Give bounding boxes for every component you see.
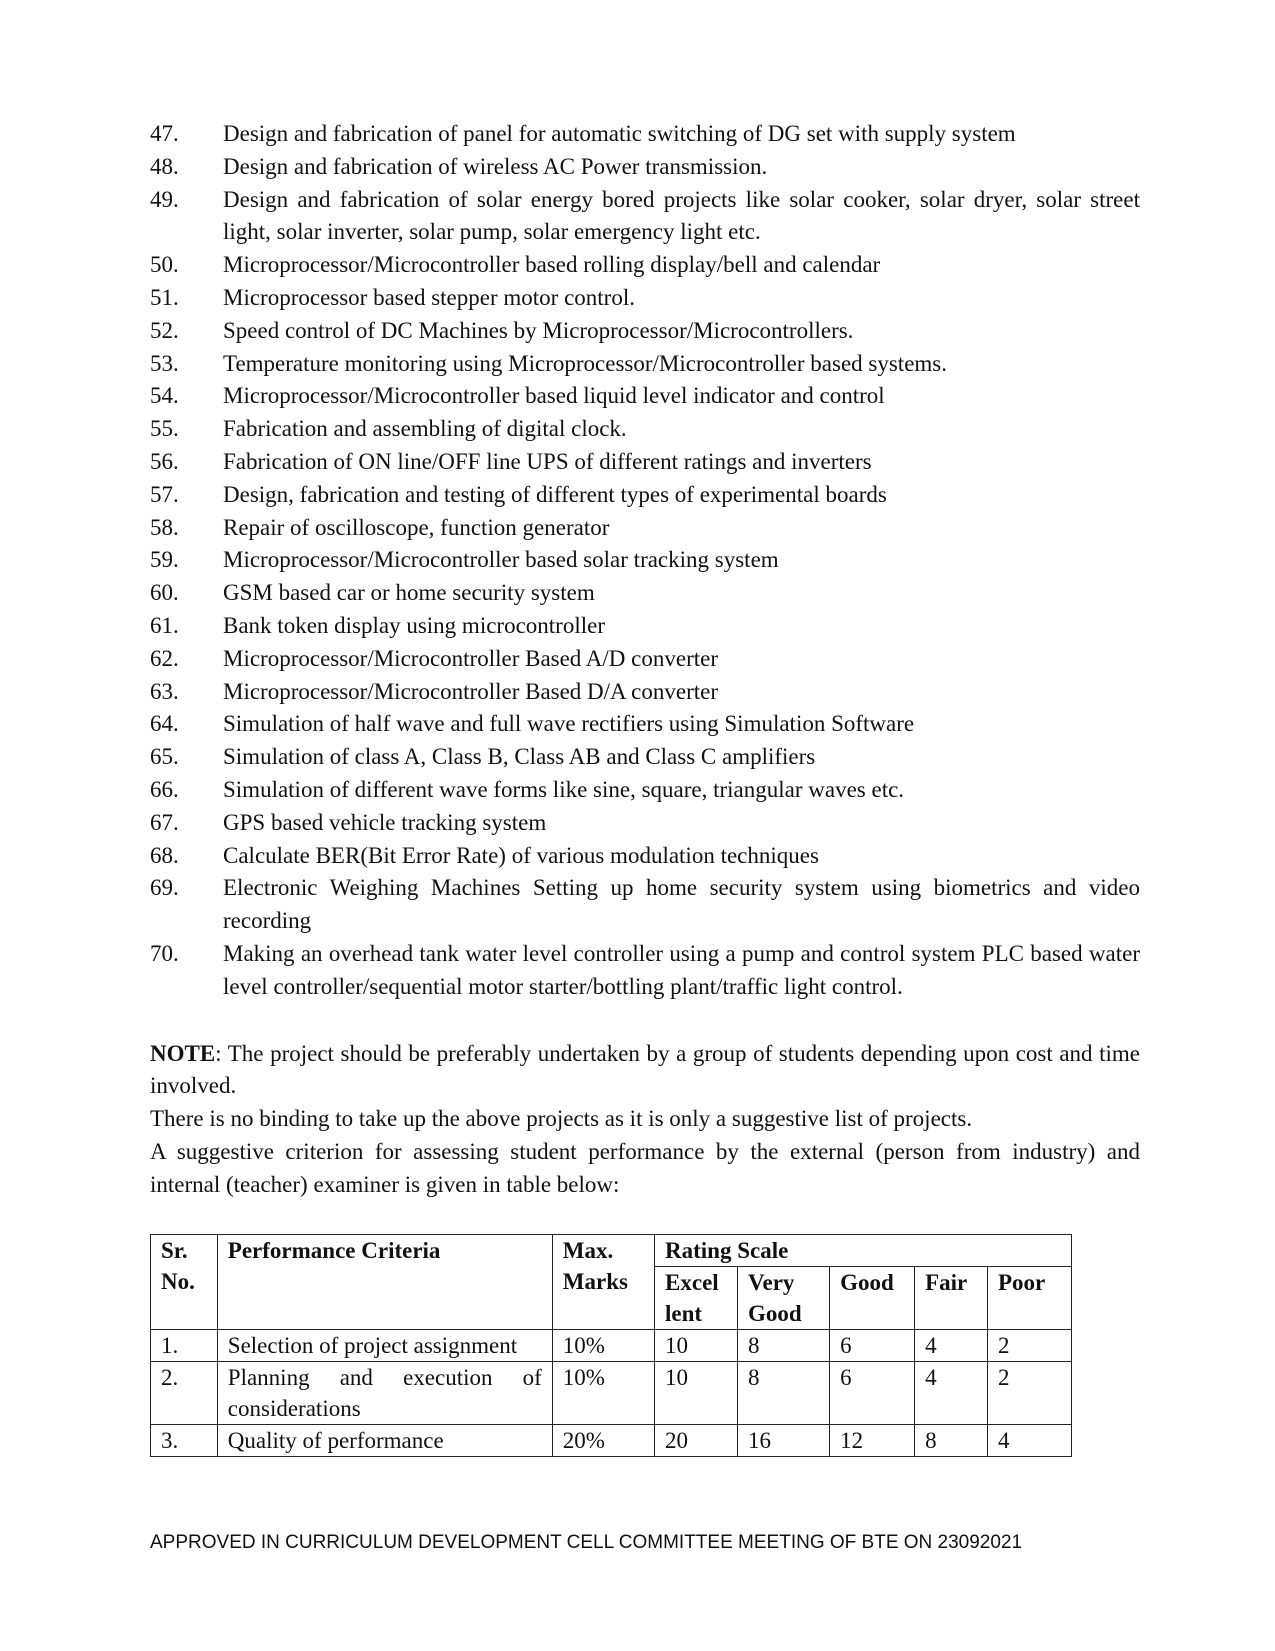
header-max-marks: Max. Marks: [552, 1234, 654, 1329]
item-text: Design and fabrication of panel for automatic switching of DG set with supply system: [223, 121, 1016, 146]
cell-max: 10%: [552, 1361, 654, 1424]
item-text: Design and fabrication of solar energy bored projects like solar cooker, solar dryer, solar street light, solar inverter, solar pump, solar emergency light etc.: [223, 186, 1140, 245]
item-text: Microprocessor based stepper motor control.: [223, 284, 635, 310]
item-number: 65.: [150, 744, 179, 770]
note-line-2: There is no binding to take up the above projects as it is only a suggestive list of projects.: [150, 1106, 973, 1132]
item-number: 56.: [150, 448, 179, 474]
list-item: [150, 118, 1140, 151]
list-item: [150, 282, 1140, 315]
item-text: GPS based vehicle tracking system: [223, 809, 547, 835]
cell-sr: 1.: [151, 1329, 218, 1361]
item-number: 48.: [150, 153, 179, 179]
item-text: Microprocessor/Microcontroller based rolling display/bell and calendar: [223, 252, 881, 278]
list-item: [150, 577, 1140, 610]
item-text: Microprocessor/Microcontroller based liquid level indicator and control: [223, 383, 885, 409]
list-item: [150, 479, 1140, 512]
item-number: 50.: [150, 252, 179, 278]
item-number: 67.: [150, 809, 179, 835]
item-text: Simulation of half wave and full wave rectifiers using Simulation Software: [223, 711, 915, 737]
cell-excellent: 10: [655, 1361, 738, 1424]
list-item: [150, 938, 1140, 1004]
list-item: [150, 380, 1140, 413]
note-text: : The project should be preferably undertaken by a group of students depending upon cost and time involved.: [150, 1040, 1140, 1099]
cell-poor: 4: [987, 1424, 1071, 1456]
list-item: [150, 446, 1140, 479]
cell-criteria: Quality of performance: [217, 1424, 552, 1456]
item-number: 70.: [150, 940, 179, 966]
cell-max: 10%: [552, 1329, 654, 1361]
cell-poor: 2: [987, 1361, 1071, 1424]
approval-footer: APPROVED IN CURRICULUM DEVELOPMENT CELL COMMITTEE MEETING OF BTE ON 23092021: [150, 1532, 1023, 1553]
cell-very-good: 8: [738, 1361, 830, 1424]
cell-excellent: 10: [655, 1329, 738, 1361]
item-number: 53.: [150, 350, 179, 376]
cell-fair: 8: [915, 1424, 988, 1456]
list-item: [150, 512, 1140, 545]
list-item: [150, 610, 1140, 643]
item-text: Design and fabrication of wireless AC Power transmission.: [223, 153, 768, 179]
item-text: Design, fabrication and testing of different types of experimental boards: [223, 481, 887, 507]
header-rating-scale: Rating Scale: [655, 1234, 1072, 1266]
item-number: 63.: [150, 678, 179, 704]
item-text: Simulation of class A, Class B, Class AB and Class C amplifiers: [223, 744, 816, 770]
item-text: Fabrication and assembling of digital clock.: [223, 416, 627, 442]
list-item: [150, 249, 1140, 282]
cell-fair: 4: [915, 1361, 988, 1424]
table-header-row: [151, 1234, 1072, 1266]
list-item: [150, 184, 1140, 250]
list-item: [150, 741, 1140, 774]
note-label: NOTE: [150, 1040, 216, 1066]
item-text: Microprocessor/Microcontroller Based D/A converter: [223, 678, 718, 704]
cell-very-good: 8: [738, 1329, 830, 1361]
item-number: 59.: [150, 547, 179, 573]
document-page: [150, 118, 1140, 1457]
item-number: 57.: [150, 481, 179, 507]
list-item: [150, 676, 1140, 709]
header-poor: Poor: [987, 1266, 1071, 1329]
item-text: Electronic Weighing Machines Setting up home security system using biometrics and video recording: [223, 875, 1140, 934]
item-number: 69.: [150, 875, 179, 901]
item-number: 66.: [150, 776, 179, 802]
item-text: Microprocessor/Microcontroller Based A/D converter: [223, 645, 718, 671]
item-text: Repair of oscilloscope, function generator: [223, 514, 610, 540]
item-number: 58.: [150, 514, 179, 540]
item-number: 54.: [150, 383, 179, 409]
item-number: 55.: [150, 416, 179, 442]
item-number: 47.: [150, 121, 179, 146]
item-number: 62.: [150, 645, 179, 671]
table-row: [151, 1424, 1072, 1456]
header-fair: Fair: [915, 1266, 988, 1329]
notes-section: [150, 1038, 1140, 1202]
list-item: [150, 315, 1140, 348]
cell-fair: 4: [915, 1329, 988, 1361]
list-item: [150, 348, 1140, 381]
item-number: 60.: [150, 580, 179, 606]
list-item: [150, 872, 1140, 938]
list-item: [150, 708, 1140, 741]
item-number: 61.: [150, 612, 179, 638]
item-text: Calculate BER(Bit Error Rate) of various modulation techniques: [223, 842, 819, 868]
cell-criteria: Planning and execution of considerations: [217, 1361, 552, 1424]
note-paragraph: [150, 1038, 1140, 1104]
cell-very-good: 16: [738, 1424, 830, 1456]
item-text: GSM based car or home security system: [223, 580, 595, 606]
cell-sr: 2.: [151, 1361, 218, 1424]
assessment-table: [150, 1234, 1072, 1457]
item-number: 52.: [150, 317, 179, 343]
cell-good: 6: [830, 1361, 915, 1424]
cell-criteria: Selection of project assignment: [217, 1329, 552, 1361]
header-performance-criteria: Performance Criteria: [217, 1234, 552, 1329]
item-number: 68.: [150, 842, 179, 868]
item-number: 64.: [150, 711, 179, 737]
item-text: Bank token display using microcontroller: [223, 612, 605, 638]
item-number: 51.: [150, 284, 179, 310]
list-item: [150, 544, 1140, 577]
cell-sr: 3.: [151, 1424, 218, 1456]
item-number: 49.: [150, 186, 179, 212]
list-item: [150, 413, 1140, 446]
cell-good: 12: [830, 1424, 915, 1456]
cell-poor: 2: [987, 1329, 1071, 1361]
header-good: Good: [830, 1266, 915, 1329]
table-row: [151, 1361, 1072, 1424]
header-excellent: Excel lent: [655, 1266, 738, 1329]
list-item: [150, 840, 1140, 873]
note-line-3: A suggestive criterion for assessing student performance by the external (person from industry) and internal (teacher) examiner is given in table below:: [150, 1138, 1140, 1197]
header-sr-no: Sr. No.: [151, 1234, 218, 1329]
item-text: Temperature monitoring using Microprocessor/Microcontroller based systems.: [223, 350, 947, 376]
cell-excellent: 20: [655, 1424, 738, 1456]
item-text: Making an overhead tank water level controller using a pump and control system PLC based water level controller/sequential motor starter/bottling plant/traffic light control.: [223, 940, 1140, 999]
list-item: [150, 807, 1140, 840]
cell-good: 6: [830, 1329, 915, 1361]
list-item: [150, 774, 1140, 807]
project-list: [150, 118, 1140, 1004]
list-item: [150, 151, 1140, 184]
item-text: Speed control of DC Machines by Microprocessor/Microcontrollers.: [223, 317, 854, 343]
item-text: Simulation of different wave forms like sine, square, triangular waves etc.: [223, 776, 905, 802]
item-text: Microprocessor/Microcontroller based solar tracking system: [223, 547, 779, 573]
header-very-good: Very Good: [738, 1266, 830, 1329]
table-row: [151, 1329, 1072, 1361]
cell-max: 20%: [552, 1424, 654, 1456]
list-item: [150, 643, 1140, 676]
item-text: Fabrication of ON line/OFF line UPS of different ratings and inverters: [223, 448, 872, 474]
